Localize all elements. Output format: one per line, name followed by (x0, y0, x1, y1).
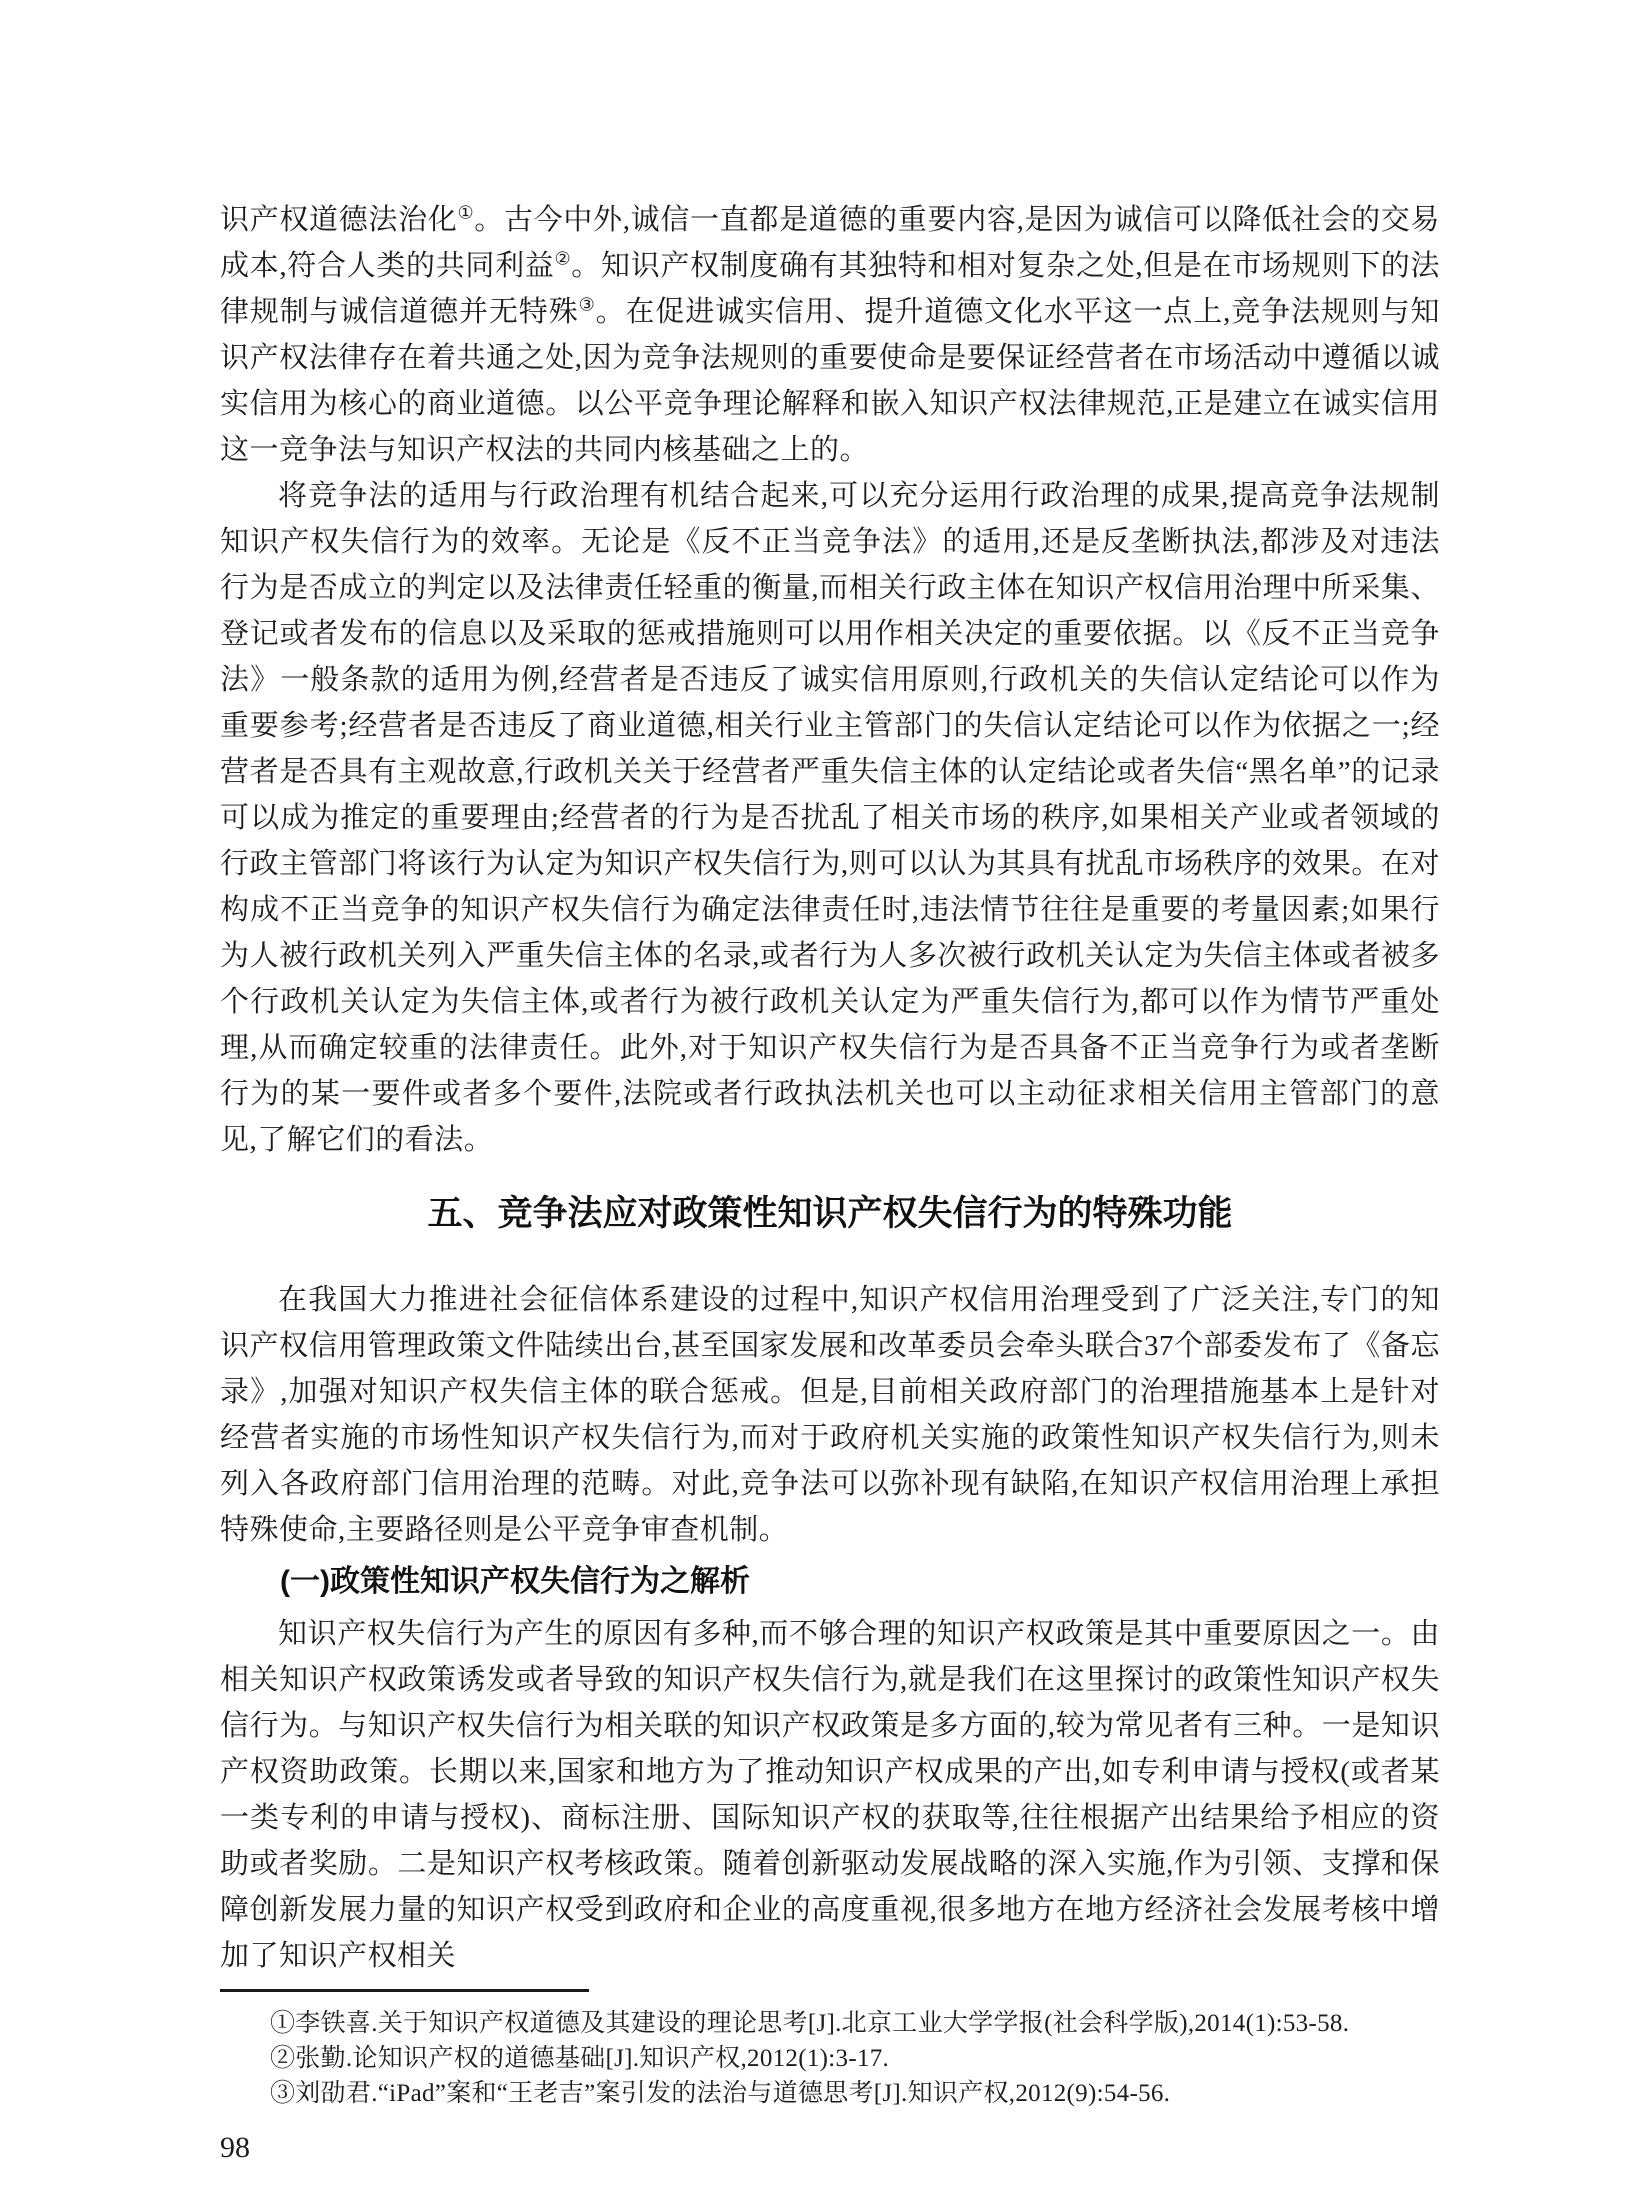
paragraph-text: 。在促进诚实信用、提升道德文化水平这一点上,竞争法规则与知识产权法律存在着共通之处,因为竞争法规则的重要使命是要保证经营者在市场活动中遵循以诚实信用为核心的商业道德。以公平竞争理论解释和嵌入知识产权法律规范,正是建立在诚实信用这一竞争法与知识产权法的共同内核基础之上的。 (220, 296, 1440, 466)
paragraph-competition-law-administration: 将竞争法的适用与行政治理有机结合起来,可以充分运用行政治理的成果,提高竞争法规制知识产权失信行为的效率。无论是《反不正当竞争法》的适用,还是反垄断执法,都涉及对违法行为是否成立的判定以及法律责任轻重的衡量,而相关行政主体在知识产权信用治理中所采集、登记或者发布的信息以及采取的惩戒措施则可以用作相关决定的重要依据。以《反不正当竞争法》一般条款的适用为例,经营者是否违反了诚实信用原则,行政机关的失信认定结论可以作为重要参考;经营者是否违反了商业道德,相关行业主管部门的失信认定结论可以作为依据之一;经营者是否具有主观故意,行政机关关于经营者严重失信主体的认定结论或者失信“黑名单”的记录可以成为推定的重要理由;经营者的行为是否扰乱了相关市场的秩序,如果相关产业或者领域的行政主管部门将该行为认定为知识产权失信行为,则可以认为其具有扰乱市场秩序的效果。在对构成不正当竞争的知识产权失信行为确定法律责任时,违法情节往往是重要的考量因素;如果行为人被行政机关列入严重失信主体的名录,或者行为人多次被行政机关认定为失信主体或者被多个行政机关认定为失信主体,或者行为被行政机关认定为严重失信行为,都可以作为情节严重处理,从而确定较重的法律责任。此外,对于知识产权失信行为是否具备不正当竞争行为或者垄断行为的某一要件或者多个要件,法院或者行政执法机关也可以主动征求相关信用主管部门的意见,了解它们的看法。 (220, 480, 1440, 1156)
footnote-marker-3: ③ (578, 294, 596, 315)
subsection-heading: (一)政策性知识产权失信行为之解析 (280, 1565, 750, 1598)
paragraph-text: 。知识产权制度确有其独特和相对复杂之处,但是在市场规则下的法律规制与诚信道德并无特殊 (220, 250, 1440, 328)
footnote-marker-2: ② (554, 248, 572, 269)
footnote-marker-1: ① (457, 202, 475, 223)
paragraph-credit-system: 在我国大力推进社会征信体系建设的过程中,知识产权信用治理受到了广泛关注,专门的知识产权信用管理政策文件陆续出台,甚至国家发展和改革委员会牵头联合37个部委发布了《备忘录》,加强对知识产权失信主体的联合惩戒。但是,目前相关政府部门的治理措施基本上是针对经营者实施的市场性知识产权失信行为,而对于政府机关实施的政策性知识产权失信行为,则未列入各政府部门信用治理的范畴。对此,竞争法可以弥补现有缺陷,在知识产权信用治理上承担特殊使命,主要路径则是公平竞争审查机制。 (220, 1284, 1440, 1546)
paragraph-policy-analysis: 知识产权失信行为产生的原因有多种,而不够合理的知识产权政策是其中重要原因之一。由相关知识产权政策诱发或者导致的知识产权失信行为,就是我们在这里探讨的政策性知识产权失信行为。与知识产权失信行为相关联的知识产权政策是多方面的,较为常见者有三种。一是知识产权资助政策。长期以来,国家和地方为了推动知识产权成果的产出,如专利申请与授权(或者某一类专利的申请与授权)、商标注册、国际知识产权的获取等,往往根据产出结果给予相应的资助或者奖励。二是知识产权考核政策。随着创新驱动发展战略的深入实施,作为引领、支撑和保障创新发展力量的知识产权受到政府和企业的高度重视,很多地方在地方经济社会发展考核中增加了知识产权相关 (220, 1618, 1440, 1972)
paragraph-continued-from-previous-page (220, 197, 1440, 473)
article-body (220, 197, 1440, 2165)
footnote-3: ③刘劭君.“iPad”案和“王老吉”案引发的法治与道德思考[J].知识产权,2012(9):54-56. (270, 2080, 1171, 2107)
footnote-area (220, 1989, 1440, 2111)
section-heading: 五、竞争法应对政策性知识产权失信行为的特殊功能 (427, 1194, 1233, 1233)
paragraph-text: 。古今中外,诚信一直都是道德的重要内容,是因为诚信可以降低社会的交易成本,符合人类的共同利益 (220, 204, 1440, 282)
footnote-2: ②张勤.论知识产权的道德基础[J].知识产权,2012(1):3-17. (270, 2045, 890, 2072)
page-number: 98 (220, 2131, 250, 2164)
footnote-1: ①李铁喜.关于知识产权道德及其建设的理论思考[J].北京工业大学学报(社会科学版),2014(1):53-58. (270, 2010, 1350, 2037)
paragraph-text: 识产权道德法治化 (220, 204, 458, 236)
footnote-divider (220, 1989, 589, 1992)
